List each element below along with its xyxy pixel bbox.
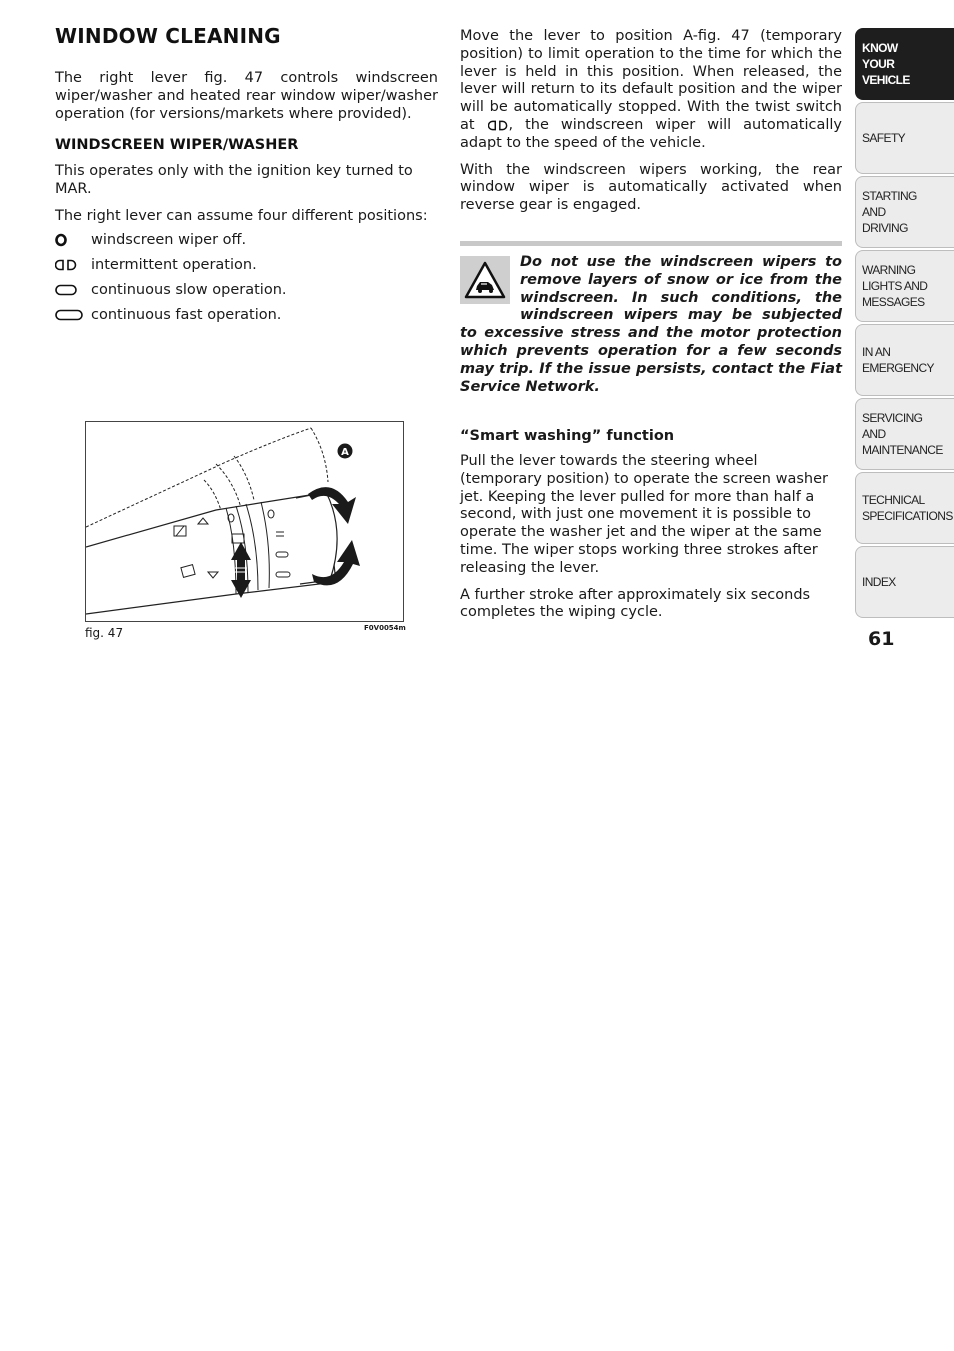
temporary-position-paragraph	[460, 28, 842, 153]
tab-starting-and-driving[interactable]	[855, 176, 954, 248]
left-column	[55, 24, 438, 328]
tab-label: MAINTENANCE	[862, 443, 943, 457]
wiper-lever-illustration	[86, 422, 403, 621]
position-text: continuous slow operation.	[91, 282, 287, 299]
tab-label: STARTING	[862, 189, 917, 203]
tab-label: KNOW	[862, 41, 898, 55]
tab-label: SPECIFICATIONS	[862, 509, 953, 523]
position-text: intermittent operation.	[91, 257, 257, 274]
figure-code: F0V0054m	[364, 624, 406, 632]
tab-label: TECHNICAL	[862, 493, 925, 507]
wiping-cycle-paragraph: A further stroke after approximately six seconds completes the wiping cycle.	[460, 586, 811, 621]
tab-label: SERVICING	[862, 411, 923, 425]
list-item	[55, 278, 438, 303]
tab-label: YOUR	[862, 57, 895, 71]
right-column	[460, 28, 842, 224]
position-text: windscreen wiper off.	[91, 232, 247, 249]
tab-label: WARNING	[862, 263, 916, 277]
list-item	[55, 228, 438, 253]
warning-triangle-icon	[460, 256, 510, 304]
paragraph-text-end: , the windscreen wiper will automatically adapt to the speed of the vehicle.	[460, 116, 842, 151]
tab-label: INDEX	[862, 575, 896, 589]
warning-box	[460, 241, 842, 396]
intro-paragraph: The right lever fig. 47 controls windscreen wiper/washer and heated rear window wiper/washer operation (for versions/markets where provided).	[55, 70, 438, 122]
tab-index[interactable]	[855, 546, 954, 618]
lever-figure	[85, 421, 404, 622]
intermittent-inline-icon	[488, 120, 508, 131]
tab-safety[interactable]	[855, 102, 954, 174]
tab-label: IN AN	[862, 345, 891, 359]
warning-text: Do not use the windscreen wipers to remove layers of snow or ice from the windscreen. In such conditions, the windscreen wipers may be subjected to excessive stress and the motor protection which prevents operation for a few seconds may trip. If the issue persists, contact the Fiat Service Network.	[460, 254, 842, 395]
figure-caption: fig. 47	[85, 626, 124, 640]
tab-label: LIGHTS AND	[862, 279, 928, 293]
tab-label: AND	[862, 205, 886, 219]
tab-know-your-vehicle[interactable]	[855, 28, 954, 100]
tab-label: SAFETY	[862, 131, 906, 145]
figure-label-a: A	[341, 447, 349, 458]
tab-warning-lights[interactable]	[855, 250, 954, 322]
position-text: continuous fast operation.	[91, 307, 282, 324]
page-title: WINDOW CLEANING	[55, 24, 281, 48]
list-item	[55, 303, 438, 328]
smart-washing-paragraph: Pull the lever towards the steering wheel (temporary position) to operate the screen washer jet. Keeping the lever pulled for more than half a second, with just one movement it is possible to operate the washer jet and the wiper at the same time. The wiper stops working three strokes after releasing the lever.	[460, 453, 828, 576]
off-position-icon	[55, 233, 91, 247]
list-item	[55, 253, 438, 278]
slow-position-icon	[55, 284, 91, 296]
tab-label: VEHICLE	[862, 73, 910, 87]
chapter-tabs	[855, 28, 954, 620]
positions-intro: The right lever can assume four different positions:	[55, 207, 428, 224]
tab-servicing[interactable]	[855, 398, 954, 470]
tab-label: MESSAGES	[862, 295, 925, 309]
tab-technical-specifications[interactable]	[855, 472, 954, 544]
tab-in-an-emergency[interactable]	[855, 324, 954, 396]
ignition-paragraph: This operates only with the ignition key turned to MAR.	[55, 163, 413, 198]
positions-list	[55, 228, 438, 328]
tab-label: DRIVING	[862, 221, 908, 235]
smart-washing-section	[460, 428, 842, 631]
intermittent-position-icon	[55, 259, 91, 271]
page-number: 61	[868, 628, 895, 650]
smart-washing-heading: “Smart washing” function	[460, 428, 675, 444]
tab-label: EMERGENCY	[862, 361, 934, 375]
rear-wiper-paragraph: With the windscreen wipers working, the rear window wiper is automatically activated when reverse gear is engaged.	[460, 161, 842, 214]
paragraph-text-start: Move the lever to position A-fig. 47 (temporary position) to limit operation to the time for which the lever is held in this position. When released, the lever will return to its default position and the wiper will be automatically stopped. With the twist switch at	[460, 28, 842, 133]
section-heading: WINDSCREEN WIPER/WASHER	[55, 137, 299, 154]
fast-position-icon	[55, 309, 91, 321]
tab-label: AND	[862, 427, 886, 441]
